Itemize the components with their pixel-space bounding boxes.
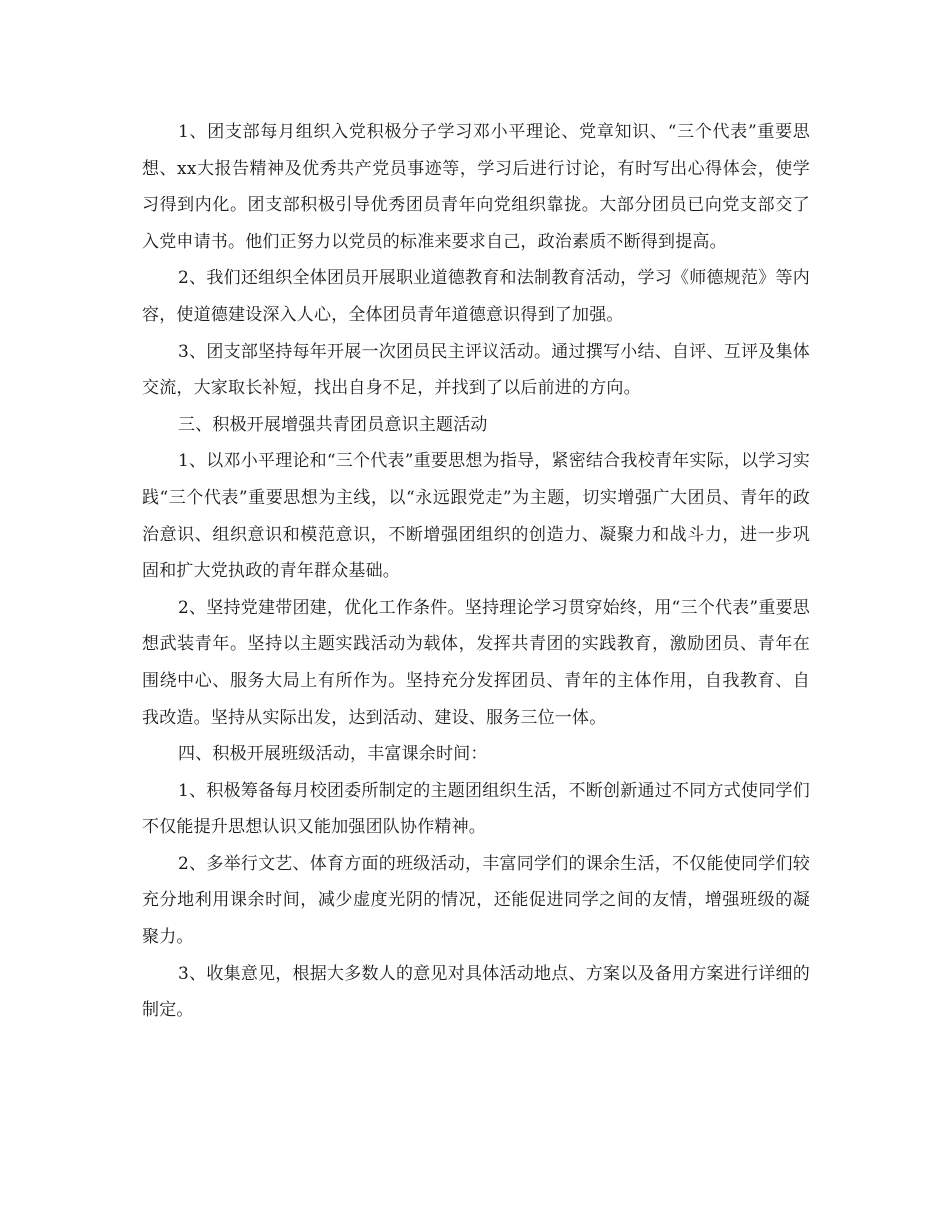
paragraph-moral-education: 2、我们还组织全体团员开展职业道德教育和法制教育活动，学习《师德规范》等内容，使道德建设深入人心，全体团员青年道德意识得到了加强。 — [142, 268, 810, 325]
paragraph-monthly-organization-life: 1、积极筹备每月校团委所制定的主题团组织生活，不断创新通过不同方式使同学们不仅能提升思想认识又能加强团队协作精神。 — [142, 780, 810, 838]
paragraph-cultural-sports-activities: 2、多举行文艺、体育方面的班级活动，丰富同学们的课余生活，不仅能使同学们较充分地利用课余时间，减少虚度光阴的情况，还能促进同学之间的友情，增强班级的凝聚力。 — [142, 853, 810, 948]
document-body — [142, 114, 810, 1029]
paragraph-party-building: 2、坚持党建带团建，优化工作条件。坚持理论学习贯穿始终，用“三个代表”重要思想武装青年。坚持以主题实践活动为载体，发挥共青团的实践教育，激励团员、青年在围绕中心、服务大局上有所作为。坚持充分发挥团员、青年的主体作用，自我教育、自我改造。坚持从实际出发，达到活动、建设、服务三位一体。 — [142, 597, 810, 728]
paragraph-study-theory: 1、团支部每月组织入党积极分子学习邓小平理论、党章知识、“三个代表”重要思想、xx大报告精神及优秀共产党员事迹等，学习后进行讨论，有时写出心得体会，使学习得到内化。团支部积极引导优秀团员青年向党组织靠拢。大部分团员已向党支部交了入党申请书。他们正努力以党员的标准来要求自己，政治素质不断得到提高。 — [142, 122, 810, 252]
paragraph-collect-opinions: 3、收集意见，根据大多数人的意见对具体活动地点、方案以及备用方案进行详细的制定。 — [142, 963, 810, 1021]
paragraph-guiding-thought: 1、以邓小平理论和“三个代表”重要思想为指导，紧密结合我校青年实际，以学习实践“三个代表”重要思想为主线，以“永远跟党走”为主题，切实增强广大团员、青年的政治意识、组织意识和模范意识，不断增强团组织的创造力、凝聚力和战斗力，进一步巩固和扩大党执政的青年群众基础。 — [142, 451, 810, 582]
section-heading-class-activities: 四、积极开展班级活动，丰富课余时间： — [178, 744, 488, 765]
section-heading-league-awareness: 三、积极开展增强共青团员意识主题活动 — [178, 414, 488, 435]
paragraph-democratic-review: 3、团支部坚持每年开展一次团员民主评议活动。通过撰写小结、自评、互评及集体交流，大家取长补短，找出自身不足，并找到了以后前进的方向。 — [142, 341, 810, 399]
